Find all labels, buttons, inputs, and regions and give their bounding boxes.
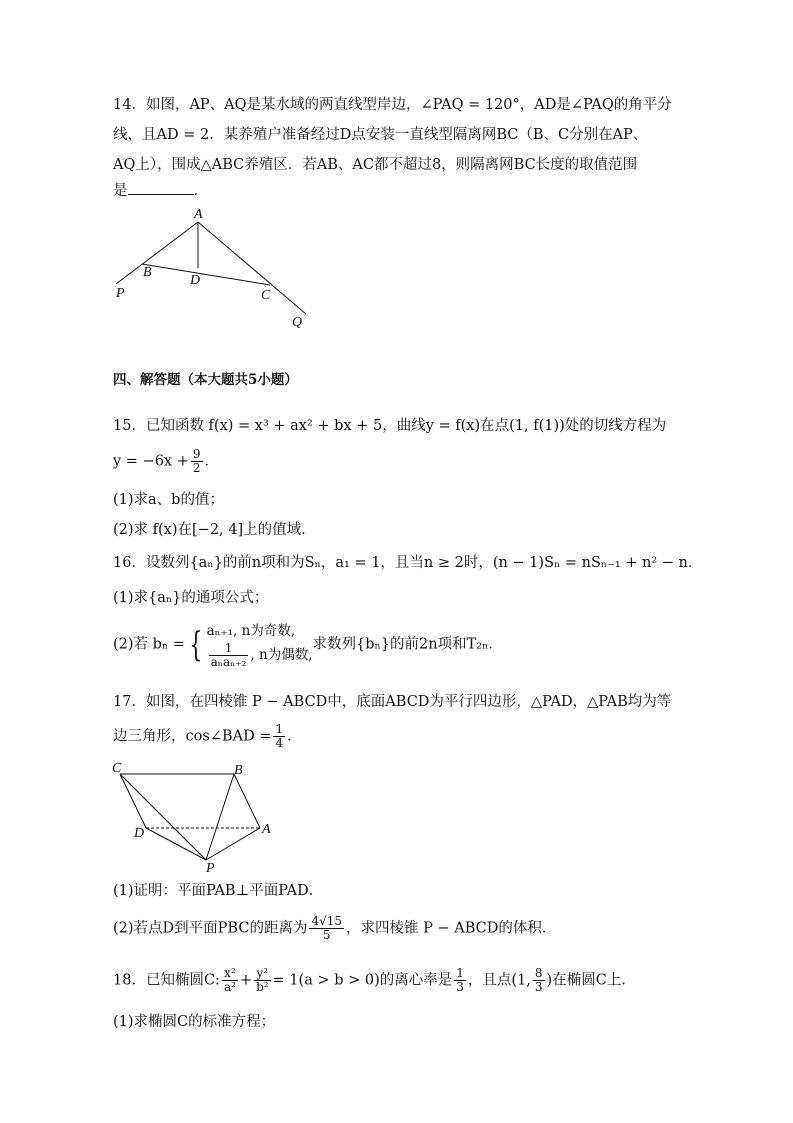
label-c: C <box>261 288 271 303</box>
q18-part-1: (1)求椭圆C的标准方程； <box>113 1014 276 1030</box>
edge-cp <box>120 774 206 860</box>
fraction-denominator: 3 <box>534 980 543 994</box>
label-b: B <box>234 763 243 778</box>
q18-middle: = 1(a > b > 0)的离心率是 <box>272 972 453 989</box>
q14-line-3: AQ上），围成△ABC养殖区．若AB、AC都不超过8，则隔离网BC长度的取值范围 <box>113 157 638 173</box>
label-a: A <box>194 207 203 222</box>
q18-line-1 <box>113 967 636 994</box>
q15-part-1: (1)求a、b的值； <box>113 492 224 508</box>
edge-bp <box>206 774 234 860</box>
fraction-numerator: 4√15 <box>311 914 343 928</box>
fraction-denominator: 4 <box>275 736 284 750</box>
answer-blank <box>128 180 194 195</box>
q17-line-2-suffix: ． <box>287 728 302 745</box>
fraction-numerator: 8 <box>534 966 543 980</box>
q17-part-2 <box>113 915 556 942</box>
q15-part-2: (2)求 f(x)在[−2, 4]上的值域． <box>113 522 316 538</box>
q18-prefix: 18．已知椭圆C: <box>113 972 220 989</box>
q18-point-prefix: ，且点(1, <box>467 972 531 989</box>
label-d: D <box>134 826 145 841</box>
label-c: C <box>112 761 122 776</box>
q15-line-1: 15．已知函数 f(x) = x³ + ax² + bx + 5，曲线y = f(x)在点(1, f(1))处的切线方程为 <box>113 418 667 434</box>
fraction-4root15-5 <box>309 915 344 942</box>
edge-cd <box>120 774 146 828</box>
q14-line-2: 线，且AD = 2．某养殖户准备经过D点安装一直线型隔离网BC（B、C分别在AP、 <box>113 127 648 143</box>
fraction-denominator: b² <box>256 980 269 994</box>
q17-line-2-prefix: 边三角形，cos∠BAD = <box>113 728 272 745</box>
q17-part-2-prefix: (2)若点D到平面PBC的距离为 <box>113 920 308 937</box>
fraction-denominator: 5 <box>322 928 331 942</box>
q16-part-1: (1)求{aₙ}的通项公式； <box>113 590 269 606</box>
label-q: Q <box>292 315 303 330</box>
fraction-denominator: 3 <box>456 980 464 994</box>
case-even-condition: , n为偶数, <box>250 647 313 663</box>
left-brace: { <box>189 624 203 665</box>
fraction-numerator: 1 <box>456 966 464 980</box>
q16-part-2 <box>113 620 503 669</box>
label-b: B <box>143 265 152 280</box>
label-p: P <box>206 861 215 876</box>
fraction-denominator: aₙaₙ₊₂ <box>210 655 247 669</box>
fraction-numerator: x² <box>222 967 238 981</box>
q17-part-2-suffix: ，求四棱锥 P − ABCD的体积． <box>346 920 557 937</box>
section-4-heading: 四、解答题（本大题共5小题） <box>113 372 298 388</box>
fraction-1-3 <box>454 967 466 994</box>
fraction-9-2 <box>191 448 203 475</box>
q15-line-2-suffix: ． <box>204 453 220 470</box>
q18-point-suffix: )在椭圆C上． <box>546 972 636 989</box>
q17-line-2 <box>113 723 302 750</box>
q17-figure <box>108 758 288 878</box>
edge-ap <box>206 828 260 860</box>
piecewise-cases <box>207 620 313 669</box>
label-d: D <box>190 273 201 288</box>
label-a: A <box>262 822 271 837</box>
q16-part-2-prefix: (2)若 bₙ = <box>113 636 185 653</box>
fraction-numerator: 9 <box>192 447 201 461</box>
fraction-x2-a2 <box>222 967 238 994</box>
q15-line-2 <box>113 448 219 475</box>
fraction-denominator: 2 <box>192 461 201 475</box>
q15-line-2-prefix: y = −6x + <box>113 453 189 470</box>
edge-dp <box>146 828 206 860</box>
q16-part-2-suffix: 求数列{bₙ}的前2n项和T₂ₙ． <box>312 636 503 653</box>
fraction-numerator: 1 <box>275 722 284 736</box>
q16-line-1: 16．设数列{aₙ}的前n项和为Sₙ，a₁ = 1，且当n ≥ 2时，(n − 1)Sₙ = nSₙ₋₁ + n² − n． <box>113 555 703 571</box>
q14-line-4 <box>113 180 208 201</box>
q14-line-4-prefix: 是 <box>113 183 128 199</box>
case-even-fraction <box>209 642 249 669</box>
q14-line-1: 14．如图，AP、AQ是某水域的两直线型岸边，∠PAQ = 120°，AD是∠PAQ的角平分 <box>113 97 672 113</box>
ray-aq <box>198 222 306 314</box>
fraction-8-3 <box>533 967 545 994</box>
plus-sign: + <box>239 972 253 989</box>
fraction-y2-b2 <box>254 967 271 994</box>
fraction-numerator: 1 <box>209 642 249 656</box>
q17-part-1: (1)证明：平面PAB⊥平面PAD． <box>113 883 324 899</box>
fraction-1-4 <box>273 723 285 750</box>
fraction-denominator: a² <box>223 980 236 994</box>
q14-figure <box>110 200 320 330</box>
label-p: P <box>116 286 125 301</box>
fraction-numerator: y² <box>254 967 271 981</box>
case-even <box>207 642 313 669</box>
ray-ap <box>116 222 198 284</box>
q14-line-4-suffix: ． <box>193 183 208 199</box>
case-odd: aₙ₊₁, n为奇数, <box>206 623 296 639</box>
edge-ba <box>234 774 260 828</box>
q17-line-1: 17．如图，在四棱锥 P − ABCD中，底面ABCD为平行四边形，△PAD，△PAB均为等 <box>113 694 672 710</box>
